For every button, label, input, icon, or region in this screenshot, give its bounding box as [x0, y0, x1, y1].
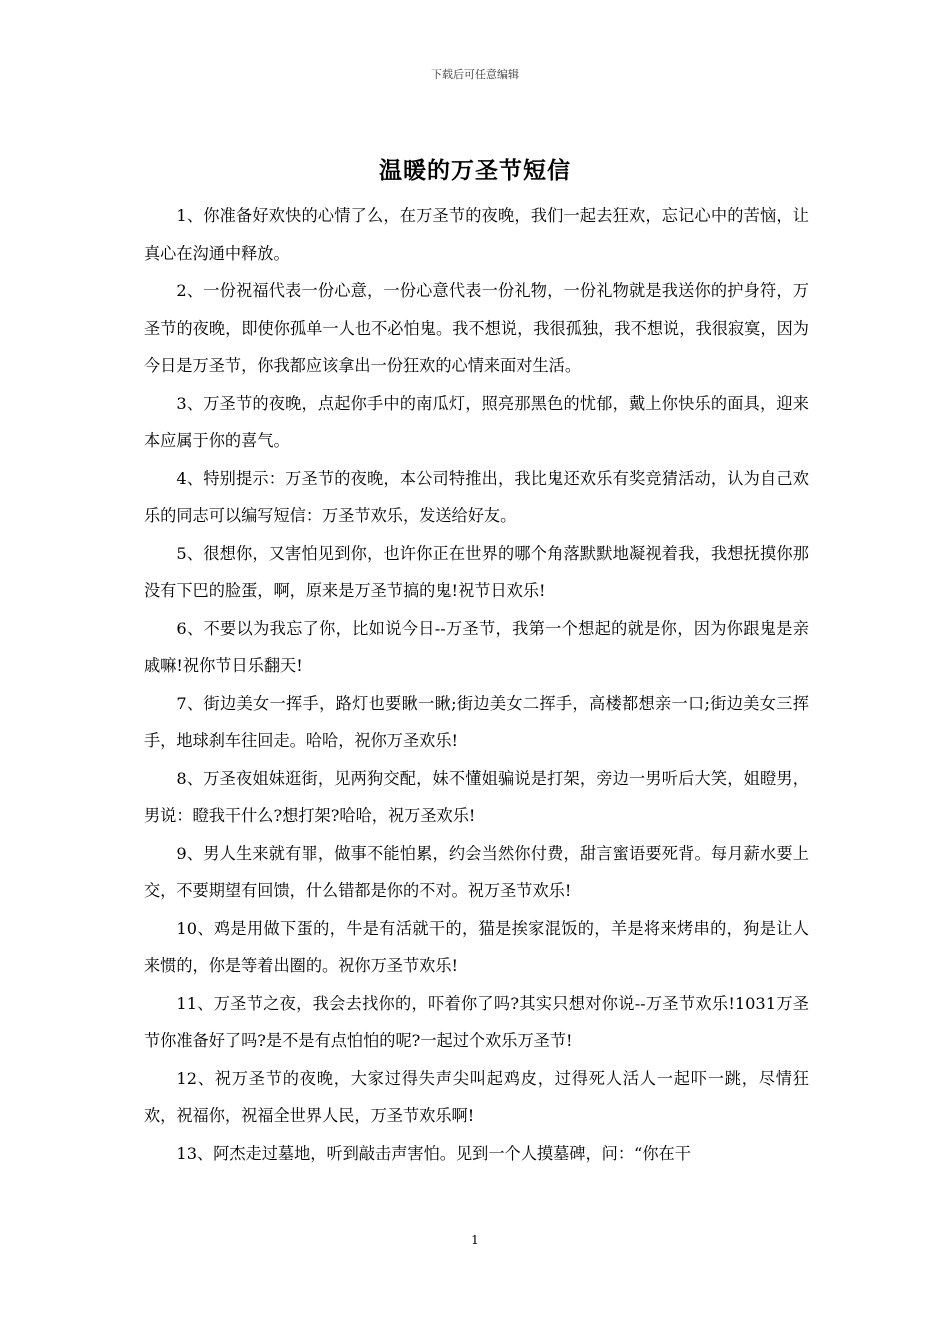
paragraph: 4、特别提示：万圣节的夜晚，本公司特推出，我比鬼还欢乐有奖竞猜活动，认为自己欢乐的同志可以编写短信：万圣节欢乐，发送给好友。 — [144, 468, 809, 525]
document-title: 温暖的万圣节短信 — [379, 158, 571, 184]
paragraph: 3、万圣节的夜晚，点起你手中的南瓜灯，照亮那黑色的忧郁，戴上你快乐的面具，迎来本应属于你的喜气。 — [144, 393, 809, 450]
paragraph: 7、街边美女一挥手，路灯也要瞅一瞅;街边美女二挥手，高楼都想亲一口;街边美女三挥手，地球刹车往回走。哈哈，祝你万圣欢乐! — [144, 693, 809, 750]
paragraph: 9、男人生来就有罪，做事不能怕累，约会当然你付费，甜言蜜语要死背。每月薪水要上交，不要期望有回馈，什么错都是你的不对。祝万圣节欢乐! — [144, 843, 809, 900]
document-body — [144, 197, 809, 1172]
paragraph: 12、祝万圣节的夜晚，大家过得失声尖叫起鸡皮，过得死人活人一起吓一跳，尽情狂欢，祝福你，祝福全世界人民，万圣节欢乐啊! — [144, 1068, 809, 1125]
paragraph: 13、阿杰走过墓地，听到敲击声害怕。见到一个人摸墓碑，问：“你在干 — [176, 1143, 691, 1163]
paragraph: 11、万圣节之夜，我会去找你的，吓着你了吗?其实只想对你说--万圣节欢乐!1031万圣节你准备好了吗?是不是有点怕怕的呢?一起过个欢乐万圣节! — [144, 993, 809, 1050]
paragraph: 8、万圣夜姐妹逛街，见两狗交配，妹不懂姐骗说是打架，旁边一男听后大笑，姐瞪男，男说：瞪我干什么?想打架?哈哈，祝万圣欢乐! — [144, 768, 809, 825]
page-number: 1 — [471, 1233, 479, 1247]
header-note: 下载后可任意编辑 — [431, 68, 519, 81]
paragraph: 5、很想你，又害怕见到你，也许你正在世界的哪个角落默默地凝视着我，我想抚摸你那没有下巴的脸蛋，啊，原来是万圣节搞的鬼!祝节日欢乐! — [144, 543, 809, 600]
paragraph: 6、不要以为我忘了你，比如说今日--万圣节，我第一个想起的就是你，因为你跟鬼是亲戚嘛!祝你节日乐翻天! — [144, 618, 809, 675]
paragraph: 10、鸡是用做下蛋的，牛是有活就干的，猫是挨家混饭的，羊是将来烤串的，狗是让人来惯的，你是等着出圈的。祝你万圣节欢乐! — [144, 918, 809, 975]
paragraph: 1、你准备好欢快的心情了么，在万圣节的夜晚，我们一起去狂欢，忘记心中的苦恼，让真心在沟通中释放。 — [144, 206, 809, 263]
paragraph: 2、一份祝福代表一份心意，一份心意代表一份礼物，一份礼物就是我送你的护身符，万圣节的夜晚，即使你孤单一人也不必怕鬼。我不想说，我很孤独，我不想说，我很寂寞，因为今日是万圣节，你我都应该拿出一份狂欢的心情来面对生活。 — [144, 281, 809, 375]
